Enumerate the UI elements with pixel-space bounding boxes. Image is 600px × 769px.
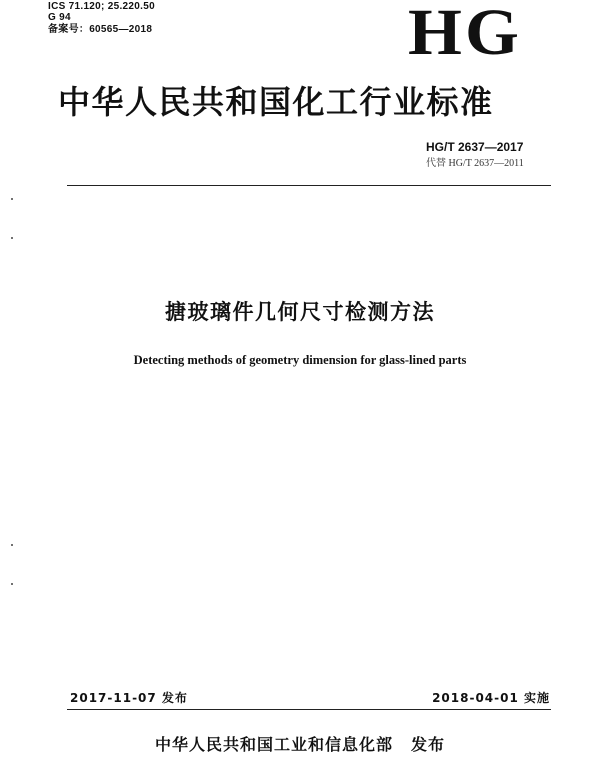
ics-code: ICS 71.120; 25.220.50 (48, 1, 155, 12)
bottom-divider (67, 709, 551, 710)
scan-speck (11, 237, 13, 239)
top-divider (67, 185, 551, 186)
publisher-line (0, 734, 600, 756)
document-title-en: Detecting methods of geometry dimension for glass-lined parts (133, 353, 467, 367)
issue-date: 2017-11-07 发布 (70, 691, 188, 705)
replaces-code: 代替 HG/T 2637—2011 (426, 158, 524, 169)
ccs-code: G 94 (48, 12, 71, 23)
standard-code: HG/T 2637—2017 (426, 140, 524, 154)
document-title-zh: 搪玻璃件几何尺寸检测方法 (165, 300, 435, 324)
scan-speck (11, 583, 13, 585)
scan-speck (11, 544, 13, 546)
hg-logo: HG (408, 0, 523, 69)
publisher-action: 发布 (411, 735, 446, 754)
implementation-date: 2018-04-01 实施 (432, 691, 550, 705)
publisher-name: 中华人民共和国工业和信息化部 (154, 735, 393, 754)
filing-number: 备案号：60565—2018 (48, 24, 153, 35)
scan-speck (11, 198, 13, 200)
standard-category-title: 中华人民共和国化工行业标准 (58, 83, 494, 121)
